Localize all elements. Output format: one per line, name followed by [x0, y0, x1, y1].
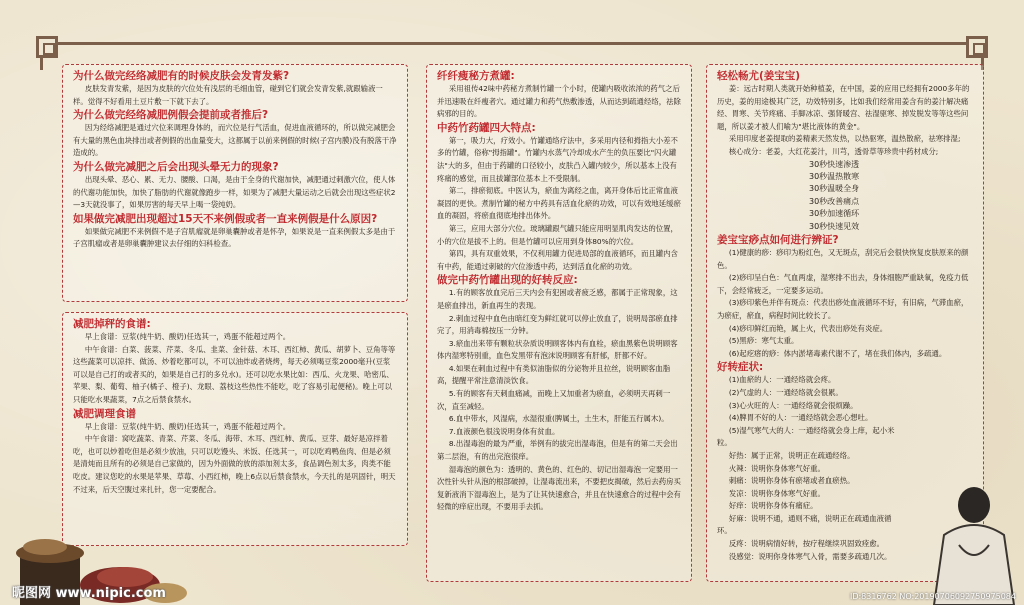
diet-adjust-title: 减肥调理食谱 [73, 407, 136, 420]
faq-panel [62, 64, 408, 302]
symptom-item: 反疼：说明病情好转，按疗程继续巩固致痊愈。 [728, 539, 885, 549]
symptom-item: 好热：属于正常，说明正在疏通经络。 [728, 450, 855, 460]
sha-item: (2)痧印呈白色：气血两虚，湿寒排不出去，身体细胞严重缺氧，免疫力低下，会经常疲乏，一定要多运动。 [717, 273, 969, 295]
frame-corner-ornament-left [36, 36, 58, 58]
sha-item: (5)黑痧：寒气太重。 [728, 336, 799, 346]
effect-item: 30秒温暖全身 [809, 184, 860, 194]
faq-q3-title: 为什么做完减肥之后会出现头晕无力的现象? [73, 160, 279, 173]
feature-1: 第一，吸力大，疗效小。竹罐通络疗法中，多采用内径和拇指大小差不多的竹罐，俗称"拇指罐"。竹罐内水蒸气冷却成水产生的负压要比"闪火罐法"大的多，但由于药罐的口径较小，皮肤凸入罐内较少，所以基本上没有疼痛的感觉，而且拔罐部位基本上不受限制。 [437, 135, 678, 183]
symptom-item: 火辣：说明你身体寒气好重。 [728, 463, 825, 473]
symptom-item: (4)脾胃不好的人：一通经络就会恶心想吐。 [728, 413, 873, 423]
diet-panel [62, 312, 408, 546]
diet-adjust-breakfast: 早上食谱：豆浆(纯牛奶、酸奶)任选其一，鸡蛋不能超过两个。 [84, 421, 291, 431]
diet-fast-breakfast: 早上食谱：豆浆(纯牛奶、酸奶)任选其一，鸡蛋不能超过两个。 [84, 332, 291, 341]
symptom-item: (3)心火旺的人：一通经络就会很烦躁。 [728, 400, 858, 410]
faq-q2-body: 因为经络减肥是通过穴位来调理身体的，而穴位是行气活血，促进血液循环的，所以做完减肥会有大量的黑色血块排出或者例假的出血量变大，这都属于以前来例假的时候(子宫内膜)没有脱落干净造成的。 [73, 123, 397, 158]
symptom-item: (1)血瘀的人：一通经络就会疼。 [728, 375, 836, 385]
symptom-item: (2)气虚的人：一通经络就会很累。 [728, 387, 843, 397]
faq-q4-title: 如果做完减肥出现超过15天不来例假或者一直来例假是什么原因? [73, 212, 378, 225]
recipe-title: 纤纤瘦秘方煮罐: [437, 70, 515, 82]
symptom-item: 好痒：说明你身体有痛症。 [728, 501, 818, 511]
sha-diagnosis-title: 姜宝宝痧点如何进行辨证? [717, 234, 839, 246]
ginger-intro: 姜：远古时期人类就开始种植姜，在中国，姜的应用已经拥有2000多年的历史，姜的用途极其广泛，功效特别多，比如我们经常用姜含有的姜汁解决痛经、胃寒、关节疼痛、手脚冰凉、强肾暖宫、祛湿驱寒、掉发脱发等等这些问题，所以姜才被人们喻为"堪比液体的黄金"。 [717, 84, 970, 131]
sha-item: (6)起疙瘩的痧：体内淤堵毒素代谢不了，堵在我们体内，多疏通。 [728, 348, 947, 358]
symptom-item: 没感觉：说明你身体寒气入骨，需要多疏通几次。 [728, 551, 892, 561]
image-id-text: ID:8316762 NO:20190706092750975084 [849, 592, 1016, 601]
frame-top-line [58, 42, 966, 45]
ginger-effects-list [717, 159, 973, 233]
reaction-item: 6.血中带水，风湿病，水湿很重(脾属土，土生木，肝能五行属木)。 [448, 414, 669, 424]
diet-adjust-lunch: 中午食谱：窝吃蔬菜、青菜、芹菜、冬瓜、海带、木耳、西红柿、黄瓜、豆芽、最好是凉拌着吃，也可以炒着吃但是必须少放油，只可以吃馒头、米饭、任选其一，可以吃鸡鸭鱼肉、但是必须是清炖而且所有的必须是自己家做的，因为外面做的放的添加剂太多，食品调色剂太多，肉类不能吃皮。建议您吃的水果是苹果、草莓、小西红柿，晚上6点以后禁食禁水，今天扎的是巩固针，明天不过来，后天空腹过来扎针，您一定要配合。 [73, 434, 396, 494]
reaction-item: 3.瘀血出来带有颗粒状杂质说明顾客体内有血栓，瘀血黑紫色说明顾客体内湿寒特别重，血色发黑带有泡沫说明顾客有肝郁，肝都不好。 [437, 338, 678, 361]
recipe-body: 采用祖传42味中药秘方煮制竹罐一个小时，使罐内吸收浓浓的药气之后并迅速吸在纤瘦者穴。通过罐力和药气热敷渗透，从而达到疏通经络，祛除病邪的目的。 [437, 84, 681, 119]
sha-item: (1)健康的痧：痧印为粉红色，又无斑点，刮完后会很快恢复皮肤原来的颜色。 [717, 248, 969, 270]
reaction-item: 湿毒泡的颜色为：透明的、黄色的、红色的、切记出湿毒泡一定要用一次性针头针从泡的根部破掉，让湿毒流出来，不要把皮揭破，然后去药房买复新液消下湿毒泡上，是为了让其快速愈合，并且在快速愈合的过程中会有轻微的痒症出现，不要用手去抓。 [437, 464, 681, 512]
ginger-source: 采用印度老姜提取的姜精素天然发热，以热驱寒，温热散瘀，祛寒排湿; [728, 134, 961, 144]
reaction-item: 5.有的顾客有天刺血痛减，而晚上又加重者为瘀血，必须明天再刺一次，直至减轻。 [437, 389, 671, 411]
feature-2: 第二，排瘀彻底。中医认为，瘀血为离经之血，离开身体后比正常血液凝固的更快。煮制竹罐的秘方中药具有活血化瘀的功效，可以有效地延缓瘀血的凝固，将瘀血彻底地排出体外。 [437, 186, 681, 221]
symptom-item: 好麻：说明不通，通则不痛，说明正在疏通血液循环。 [717, 513, 892, 536]
symptom-item: (5)湿气寒气大的人：一通经络就会身上痒，起小米粒。 [717, 425, 895, 448]
effect-item: 30秒快速渗透 [809, 159, 860, 169]
sage-illustration [904, 475, 1024, 605]
faq-q1-body: 皮肤发青发紫，是因为皮肤的穴位处有浅层的毛细血管，碰到它们就会发青发紫,就跟输液一样。觉得不好看用土豆片敷一下就下去了。 [73, 84, 383, 106]
site-watermark: 昵图网 www.nipic.com [12, 586, 166, 601]
feature-3: 第三，应用大部分穴位。玻璃罐跟气罐只能应用明显肌肉发达的位置，小的穴位是拔不上的。但是竹罐可以应用到身体80%的穴位。 [437, 223, 678, 246]
bamboo-cup-panel [426, 64, 692, 582]
diet-fast-lunch: 中午食谱：白菜、菠菜、芹菜、冬瓜、韭菜、金针菇、木耳、西红柿、黄瓜、胡萝卜、豆角等等这些蔬菜可以凉拌、做汤、炒着吃都可以，不可以油炸或者烧烤，每天必须喝豆浆2000毫升(豆浆可以是自己打的或者买的，如果是自己打的多兑水)。还可以吃水果比如：西瓜、火龙果、哈密瓜、苹果、梨、葡萄、柚子(橘子、橙子)、龙眼、荔枝这些热性不能吃，吃了容易引起便秘)。晚上可以只能吃水果蔬菜，7点之后禁食禁水。 [73, 344, 396, 404]
sha-item: (4)痧印鲜红而艳，属上火，代表出痧处有炎症。 [728, 323, 888, 333]
symptom-item: 刺痛：说明你身体有瘀堵或者血瘀热。 [728, 476, 855, 486]
effect-item: 30秒温热散寒 [809, 171, 860, 181]
features-title: 中药竹药罐四大特点: [437, 121, 536, 134]
reactions-title: 做完中药竹罐出现的好转反应: [437, 274, 578, 287]
effect-item: 30秒快速见效 [809, 221, 860, 231]
faq-q4-body: 如果做完减肥不来例假不是子宫肌瘤就是卵巢囊肿或者是怀孕，如果说是一直来例假太多是由于子宫肌瘤或者是卵巢囊肿建议去仔细的妇科检查。 [73, 226, 396, 249]
symptom-item: 发凉：说明你身体寒气好重。 [728, 488, 825, 498]
faq-q3-body: 出现头晕、恶心、累、无力、腰酸、口渴，是由于全身的代谢加快，减肥通过刺激穴位，使人体的代谢功能加快，加快了脂肪的代谢就像跑步一样，如果为了减肥大量运动之后就会出现这些症状2—3天就没事了，如果厉害的每天早上喝一袋纯奶。 [73, 174, 396, 210]
effect-item: 30秒改善痛点 [809, 196, 860, 206]
reaction-item: 4.如果在刺血过程中有类似油脂似的分泌物并且拉丝，说明顾客血脂高，提醒平常注意清淡饮食。 [437, 363, 671, 386]
feature-4: 第四，具有双重效果，不仅利用罐力促进局部的血液循环，而且罐内含有中药，能通过刺破的穴位渗透中药，达到活血化瘀的功效。 [437, 249, 678, 271]
faq-q1-title: 为什么做完经络减肥有的时候皮肤会发青发紫? [73, 70, 290, 82]
ginger-title: 轻松畅尤(姜宝宝) [717, 70, 801, 82]
reaction-item: 1.有的顾客放血完后三天内会有犯困或者疲乏感，都属于正常现象，这是瘀血排出，新血再生的表现。 [437, 288, 678, 310]
frame-corner-ornament-right [966, 36, 988, 58]
reaction-item: 2.刺血过程中血色由暗红变为鲜红就可以停止放血了，说明局部瘀血排完了，用消毒棉按压一分钟。 [437, 313, 678, 336]
faq-q2-title: 为什么做完经络减肥例假会提前或者推后? [73, 109, 269, 122]
sha-item: (3)痧印紫色并伴有斑点：代表出痧处血液循环不好，有旧病，气滞血瘀，为瘀症，瘀血，病程时间比较长了。 [717, 298, 969, 320]
diet-fast-title: 减肥掉秤的食谱: [73, 318, 151, 330]
effect-item: 30秒加速循环 [809, 209, 860, 219]
reaction-item: 7.血液颜色很浅说明身体有贫血。 [448, 426, 560, 436]
reaction-item: 8.出湿毒泡的最为严重，举例有的拔完出湿毒泡，但是有的第二天会出第二层泡，有的出完泡很痒。 [437, 439, 678, 462]
frame-left-line [40, 58, 43, 70]
symptoms-title: 好转症状: [717, 361, 764, 374]
ginger-ingredients: 核心成分：老姜，大红花姜汁，川芎，透骨草等珍贵中药材成分; [728, 146, 939, 156]
